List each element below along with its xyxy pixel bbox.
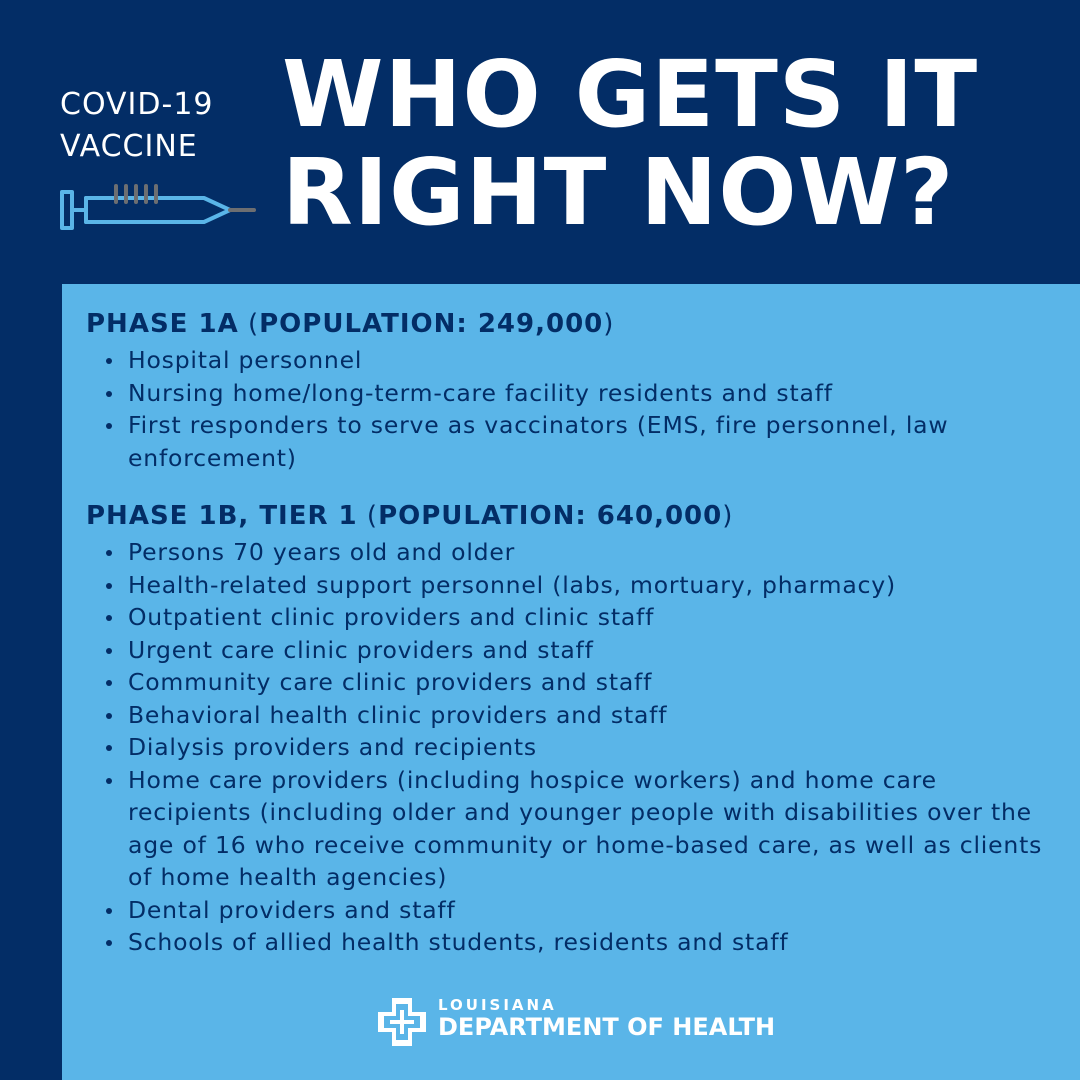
- headline: [282, 41, 1062, 246]
- list-item: Dialysis providers and recipients: [86, 731, 1066, 764]
- logo-department: DEPARTMENT OF HEALTH: [438, 1013, 776, 1041]
- phase-1a-section: [86, 304, 1066, 474]
- list-item: Outpatient clinic providers and clinic staff: [86, 601, 1066, 634]
- list-item: Community care clinic providers and staff: [86, 666, 1066, 699]
- ldh-logo: [374, 992, 774, 1052]
- list-item: Hospital personnel: [86, 344, 1066, 377]
- phase-1a-list: [86, 344, 1066, 474]
- phase-1a-title: PHASE 1A (POPULATION: 249,000): [86, 309, 615, 339]
- list-item: Behavioral health clinic providers and staff: [86, 699, 1066, 732]
- list-item: Dental providers and staff: [86, 894, 1066, 927]
- list-item: Nursing home/long-term-care facility residents and staff: [86, 377, 1066, 410]
- logo-state: LOUISIANA: [438, 996, 557, 1014]
- list-item: First responders to serve as vaccinators (EMS, fire personnel, law enforcement): [86, 409, 1066, 474]
- syringe-icon: [58, 180, 258, 240]
- content-panel: [62, 284, 1080, 1080]
- list-item: Home care providers (including hospice workers) and home care recipients (including older and younger people with disabilities over the age of 16 who receive community or home-based care, as well as clients of home health agencies): [86, 764, 1066, 894]
- header: [0, 0, 1080, 284]
- phase-1b-title: PHASE 1B, TIER 1 (POPULATION: 640,000): [86, 501, 734, 531]
- list-item: Persons 70 years old and older: [86, 536, 1066, 569]
- phase-1b-section: [86, 496, 1066, 959]
- phase-1b-label: PHASE 1B, TIER 1: [86, 501, 358, 531]
- list-item: Urgent care clinic providers and staff: [86, 634, 1066, 667]
- list-item: Health-related support personnel (labs, mortuary, pharmacy): [86, 569, 1066, 602]
- health-cross-icon: [374, 994, 430, 1050]
- phase-1a-population: POPULATION: 249,000: [259, 309, 604, 339]
- headline-line-1: WHO GETS IT: [282, 41, 979, 148]
- phase-1a-label: PHASE 1A: [86, 309, 239, 339]
- headline-line-2: RIGHT NOW?: [282, 139, 955, 246]
- phase-1b-list: [86, 536, 1066, 959]
- phase-1b-population: POPULATION: 640,000: [378, 501, 723, 531]
- kicker: [60, 84, 214, 168]
- kicker-line-2: VACCINE: [60, 129, 198, 164]
- kicker-line-1: COVID-19: [60, 87, 214, 122]
- list-item: Schools of allied health students, residents and staff: [86, 926, 1066, 959]
